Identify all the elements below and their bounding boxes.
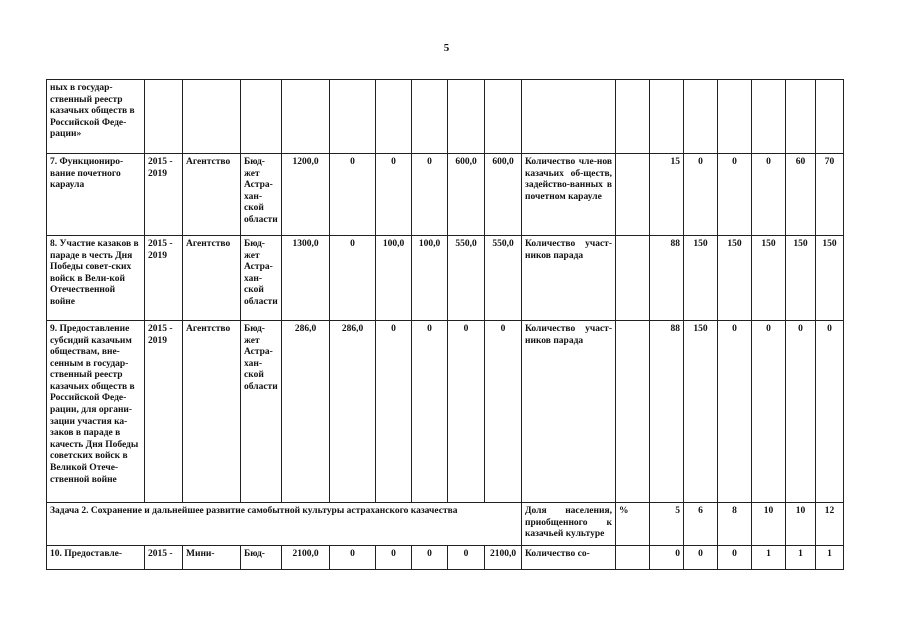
- program-activities-table: [46, 79, 844, 570]
- indicator-base-cell: 5: [650, 503, 684, 546]
- unit-cell: [616, 80, 650, 154]
- indicator-2016-cell: 0: [718, 546, 752, 570]
- unit-cell: %: [616, 503, 650, 546]
- indicator-base-cell: 88: [650, 236, 684, 321]
- funding-2016-cell: [376, 80, 412, 154]
- executor-cell: Агентство: [183, 236, 241, 321]
- funding-2017-cell: 0: [412, 546, 448, 570]
- indicator-2019-cell: 0: [816, 321, 844, 503]
- funding-2015-cell: 286,0: [330, 321, 376, 503]
- indicator-2018-cell: 0: [786, 321, 816, 503]
- indicator-2016-cell: 8: [718, 503, 752, 546]
- funding-2018-cell: 550,0: [448, 236, 485, 321]
- table-row: [47, 236, 844, 321]
- funding-2019-cell: 550,0: [485, 236, 522, 321]
- indicator-2018-cell: 150: [786, 236, 816, 321]
- total-funding-cell: 1300,0: [282, 236, 330, 321]
- executor-cell: Агентство: [183, 321, 241, 503]
- indicator-cell: Количество чле-нов казачьих об-ществ, задейство-ванных в почетном карауле: [522, 154, 616, 236]
- indicator-2015-cell: 6: [684, 503, 718, 546]
- indicator-2019-cell: 12: [816, 503, 844, 546]
- unit-cell: [616, 154, 650, 236]
- indicator-2019-cell: 70: [816, 154, 844, 236]
- years-cell: 2015 - 2019: [145, 154, 183, 236]
- funding-2018-cell: 0: [448, 546, 485, 570]
- funding-2019-cell: 600,0: [485, 154, 522, 236]
- indicator-2018-cell: [786, 80, 816, 154]
- indicator-2017-cell: [752, 80, 786, 154]
- indicator-2016-cell: 0: [718, 321, 752, 503]
- indicator-base-cell: 15: [650, 154, 684, 236]
- unit-cell: [616, 236, 650, 321]
- indicator-cell: Количество участ-ников парада: [522, 236, 616, 321]
- funding-2017-cell: 0: [412, 154, 448, 236]
- funding-2015-cell: 0: [330, 546, 376, 570]
- funding-2018-cell: 0: [448, 321, 485, 503]
- unit-cell: [616, 321, 650, 503]
- funding-2016-cell: 100,0: [376, 236, 412, 321]
- indicator-2016-cell: 150: [718, 236, 752, 321]
- indicator-2019-cell: [816, 80, 844, 154]
- table-row: [47, 321, 844, 503]
- indicator-base-cell: [650, 80, 684, 154]
- indicator-2018-cell: 10: [786, 503, 816, 546]
- funding-2015-cell: 0: [330, 154, 376, 236]
- executor-cell: Агентство: [183, 154, 241, 236]
- indicator-cell: [522, 80, 616, 154]
- funding-2016-cell: 0: [376, 154, 412, 236]
- indicator-2015-cell: 0: [684, 546, 718, 570]
- indicator-base-cell: 0: [650, 546, 684, 570]
- table-row: [47, 154, 844, 236]
- funding-2017-cell: 0: [412, 321, 448, 503]
- activity-name-cell: 7. Функциониро-вание почетного караула: [47, 154, 145, 236]
- activity-name-cell: 9. Предоставление субсидий казачьим обществам, вне-сенным в государ-ственный реестр казачьих обществ в Российской Феде-рации, для органи-зации участия ка-заков в параде в качесть Дня Победы советских войск в Великой Отече-ственной войне: [47, 321, 145, 503]
- total-funding-cell: 2100,0: [282, 546, 330, 570]
- indicator-cell: Количество со-: [522, 546, 616, 570]
- table-row: [47, 80, 844, 154]
- funding-source-cell: [241, 80, 282, 154]
- years-cell: 2015 - 2019: [145, 236, 183, 321]
- indicator-2018-cell: 60: [786, 154, 816, 236]
- funding-2015-cell: 0: [330, 236, 376, 321]
- funding-2016-cell: 0: [376, 546, 412, 570]
- funding-2019-cell: 0: [485, 321, 522, 503]
- funding-2015-cell: [330, 80, 376, 154]
- years-cell: [145, 80, 183, 154]
- funding-2019-cell: 2100,0: [485, 546, 522, 570]
- page-number: 5: [443, 42, 450, 54]
- indicator-2018-cell: 1: [786, 546, 816, 570]
- indicator-2017-cell: 0: [752, 154, 786, 236]
- indicator-2017-cell: 150: [752, 236, 786, 321]
- indicator-2019-cell: 1: [816, 546, 844, 570]
- indicator-base-cell: 88: [650, 321, 684, 503]
- funding-source-cell: Бюд-: [241, 546, 282, 570]
- indicator-2016-cell: 0: [718, 154, 752, 236]
- executor-cell: [183, 80, 241, 154]
- task-row: [47, 503, 844, 546]
- indicator-2019-cell: 150: [816, 236, 844, 321]
- funding-2016-cell: 0: [376, 321, 412, 503]
- indicator-2015-cell: 150: [684, 236, 718, 321]
- years-cell: 2015 - 2019: [145, 321, 183, 503]
- funding-source-cell: Бюд-жет Астра-хан-ской области: [241, 154, 282, 236]
- total-funding-cell: 1200,0: [282, 154, 330, 236]
- funding-source-cell: Бюд-жет Астра-хан-ской области: [241, 236, 282, 321]
- indicator-2015-cell: 150: [684, 321, 718, 503]
- activity-name-cell: 10. Предоставле-: [47, 546, 145, 570]
- table-row: [47, 546, 844, 570]
- indicator-2015-cell: [684, 80, 718, 154]
- total-funding-cell: [282, 80, 330, 154]
- indicator-2016-cell: [718, 80, 752, 154]
- total-funding-cell: 286,0: [282, 321, 330, 503]
- funding-source-cell: Бюд-жет Астра-хан-ской области: [241, 321, 282, 503]
- indicator-2015-cell: 0: [684, 154, 718, 236]
- indicator-2017-cell: 10: [752, 503, 786, 546]
- indicator-cell: Количество участ-ников парада: [522, 321, 616, 503]
- task-title-cell: Задача 2. Сохранение и дальнейшее развитие самобытной культуры астраханского казачества: [47, 503, 522, 546]
- funding-2017-cell: [412, 80, 448, 154]
- funding-2019-cell: [485, 80, 522, 154]
- unit-cell: [616, 546, 650, 570]
- indicator-2017-cell: 1: [752, 546, 786, 570]
- funding-2017-cell: 100,0: [412, 236, 448, 321]
- executor-cell: Мини-: [183, 546, 241, 570]
- funding-2018-cell: [448, 80, 485, 154]
- indicator-cell: Доля населения, приобщенного к казачьей культуре: [522, 503, 616, 546]
- funding-2018-cell: 600,0: [448, 154, 485, 236]
- indicator-2017-cell: 0: [752, 321, 786, 503]
- activity-name-cell: ных в государ-ственный реестр казачьих обществ в Российской Феде-рации»: [47, 80, 145, 154]
- years-cell: 2015 -: [145, 546, 183, 570]
- activity-name-cell: 8. Участие казаков в параде в честь Дня Победы совет-ских войск в Вели-кой Отечественной войне: [47, 236, 145, 321]
